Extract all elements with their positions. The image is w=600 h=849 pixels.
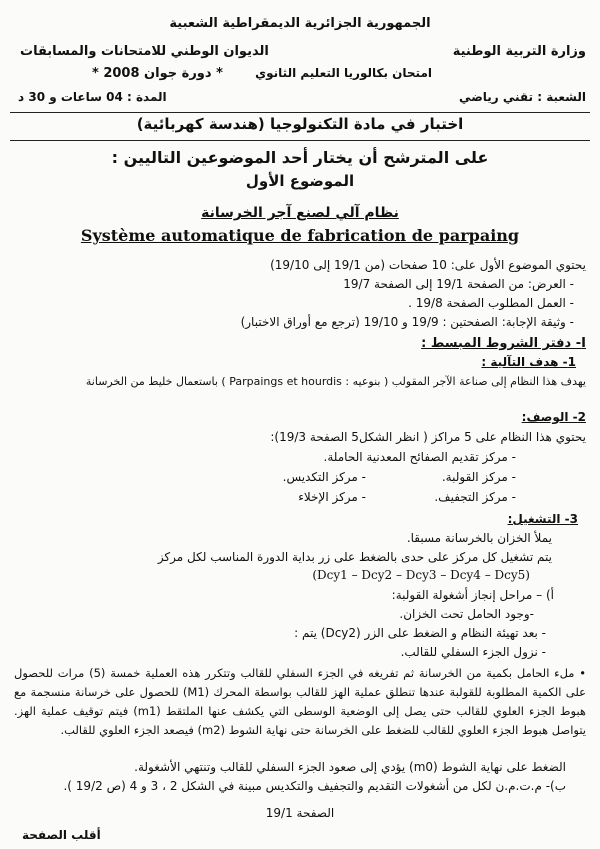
station-evacuation: - مركز الإخلاء bbox=[298, 490, 366, 504]
branch-label: الشعبة : تقني رياضي bbox=[459, 90, 586, 104]
contents-work: - العمل المطلوب الصفحة 19/8 . bbox=[408, 296, 574, 310]
station-stacking: - مركز التكديس. bbox=[282, 470, 366, 484]
contents-answer: - وثيقة الإجابة: الصفحتين : 19/9 و 19/10 (ترجع مع أوراق الاختبار) bbox=[240, 315, 574, 329]
molding-step-2: - بعد تهيئة النظام و الضغط على الزر (Dcy2) يتم : bbox=[294, 626, 546, 640]
turn-page-note: أقلب الصفحة bbox=[22, 828, 101, 842]
goal-heading: 1- هدف التآلية : bbox=[481, 355, 576, 369]
molding-step-1: -وجود الحامل تحت الخزان. bbox=[399, 607, 534, 621]
molding-paragraph: • ملء الحامل بكمية من الخرسانة ثم تفريغه في الجزء السفلي للقالب وتتكرر هذه العملية خمسة (5) مرات للحصول على الكمية المطلوبة للقولبة عندها تنطلق عملية الهز للقالب بواسطة المحرك (M1) للحصول على خرسانة منسجمة مع هبوط الجزء العلوي للقالب حتى يصل إلى الوضعية الوسطى التي يكشف عنها الملتقط (m1) فيتم توقيف عملية الهز. يتواصل هبوط الجزء العلوي للقالب للضغط على الخرسانة حتى نهاية الشوط (m2) فيصعد الجزء العلوي للقالب. bbox=[14, 666, 587, 737]
molding-steps-heading: أ) – مراحل إنجاز أشغولة القولبة: bbox=[391, 588, 554, 602]
goal-text: يهدف هذا النظام إلى صناعة الآجر المقولب ( بنوعيه : Parpaings et hourdis ) باستعمال خليط من الخرسانة bbox=[85, 375, 586, 388]
station-molding: - مركز القولبة. bbox=[441, 470, 516, 484]
office-label: الديوان الوطني للامتحانات والمسابقات bbox=[20, 44, 269, 59]
operation-line-2: يتم تشغيل كل مركز على حدى بالضغط على زر بداية الدورة المناسب لكل مركز bbox=[157, 550, 552, 564]
choose-instruction: على المترشح أن يختار أحد الموضوعين التاليين : bbox=[111, 148, 489, 167]
molding-end: الضغط على نهاية الشوط (m0) يؤدي إلى صعود الجزء السفلي للقالب وتنتهي الأشغولة. bbox=[134, 760, 566, 774]
cycle-buttons: (Dcy1 – Dcy2 – Dcy3 – Dcy4 – Dcy5) bbox=[312, 568, 530, 582]
system-title-ar: نظام آلي لصنع آجر الخرسانة bbox=[201, 205, 399, 221]
first-topic-label: الموضوع الأول bbox=[245, 172, 355, 190]
description-text: يحتوي هذا النظام على 5 مراكز ( انظر الشكل5 الصفحة 19/3): bbox=[270, 430, 586, 444]
subject-title: اختبار في مادة التكنولوجيا (هندسة كهربائية) bbox=[136, 115, 464, 133]
contents-presentation: - العرض: من الصفحة 19/1 إلى الصفحة 19/7 bbox=[343, 277, 574, 291]
molding-step-3: - نزول الجزء السفلي للقالب. bbox=[400, 645, 546, 659]
system-title-fr: Système automatique de fabrication de parpaing bbox=[80, 226, 520, 245]
header-divider-bottom bbox=[10, 140, 590, 141]
session-label: * دورة جوان 2008 * bbox=[92, 66, 223, 81]
grafcet-reference: ب)- م.ت.م.ن لكل من أشغولات التقديم والتجفيف والتكديس مبينة في الشكل 2 ، 3 و 4 (ص 19/2 ). bbox=[63, 779, 566, 793]
operation-line-1: يملأ الخزان بالخرسانة مسبقا. bbox=[406, 531, 552, 545]
station-feeding: - مركز تقديم الصفائح المعدنية الحاملة. bbox=[323, 450, 516, 464]
exam-label: امتحان بكالوريا التعليم الثانوي bbox=[255, 66, 432, 80]
description-heading: 2- الوصف: bbox=[521, 410, 586, 424]
header-divider-top bbox=[10, 112, 590, 113]
section1-heading: I- دفتر الشروط المبسط : bbox=[421, 336, 586, 351]
duration-label: المدة : 04 ساعات و 30 د bbox=[18, 90, 167, 104]
page-number: الصفحة 19/1 bbox=[265, 806, 335, 820]
republic-title: الجمهورية الجزائرية الديمقراطية الشعبية bbox=[169, 16, 431, 31]
contents-intro: يحتوي الموضوع الأول على: 10 صفحات (من 19/1 إلى 19/10) bbox=[270, 258, 586, 272]
ministry-label: وزارة التربية الوطنية bbox=[452, 44, 586, 59]
operation-heading: 3- التشغيل: bbox=[507, 512, 578, 526]
station-drying: - مركز التجفيف. bbox=[434, 490, 516, 504]
